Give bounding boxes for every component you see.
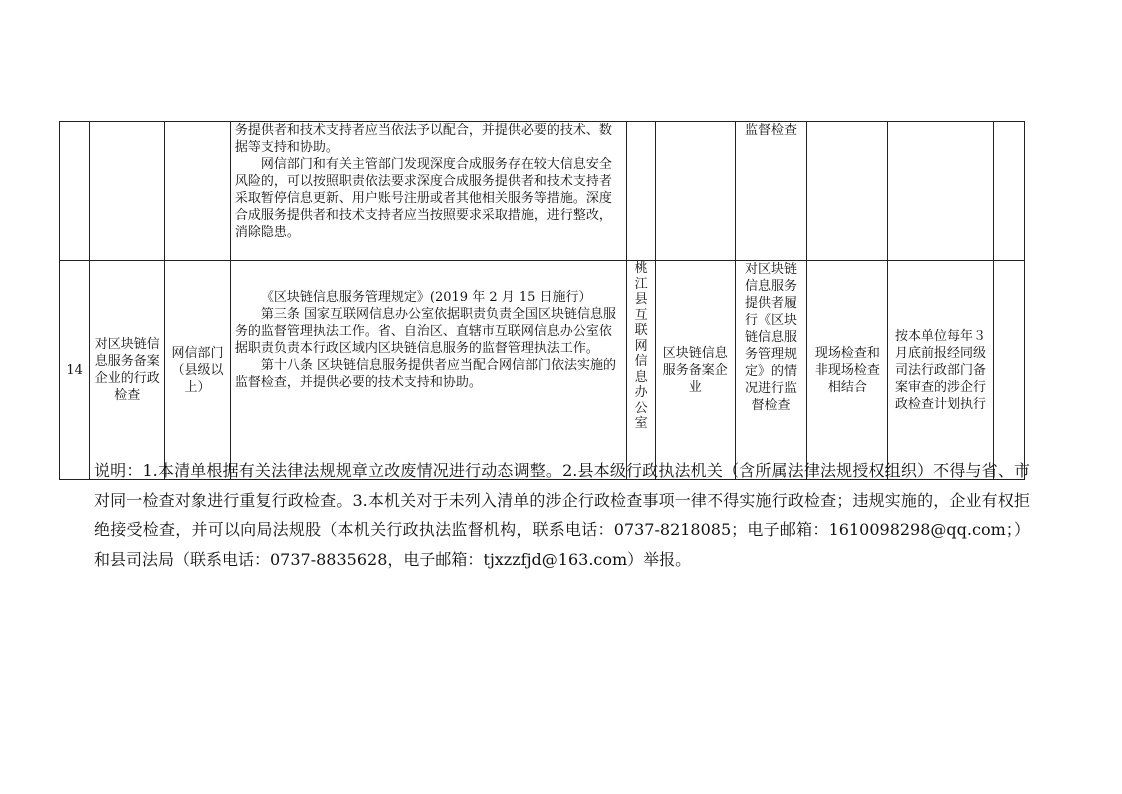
cell-method (807, 261, 888, 480)
table-row (60, 261, 1025, 480)
table-row (60, 122, 1025, 261)
law-paragraph: 《区块链信息服务管理规定》(2019 年 2 月 15 日施行） (260, 290, 592, 305)
cell-extra (993, 261, 1024, 480)
cell-item (90, 122, 165, 261)
cell-object (655, 122, 735, 261)
cell-no (60, 122, 90, 261)
cell-item (90, 261, 165, 480)
content-text: 监督检查 (745, 123, 798, 138)
inspection-table (59, 121, 1025, 480)
note-paragraph: 说明：1.本清单根据有关法律法规规章立改废情况进行动态调整。2.县本级行政执法机关（含所属法律法规授权组织）不得与省、市对同一检查对象进行重复行政检查。3.本机关对于未列入清单的涉企行政检查事项一律不得实施行政检查；违规实施的，企业有权拒绝接受检查，并可以向局法规股（本机关行政执法监督机构，联系电话：0737-8218085；电子邮箱：1610098298@qq.com；）和县司法局（联系电话：0737-8835628，电子邮箱：tjxzzfjd@163.com）举报。 (94, 461, 1030, 569)
method-text: 现场检查和非现场检查相结合 (814, 345, 880, 395)
cell-method (807, 122, 888, 261)
cell-level (165, 122, 231, 261)
cell-content (735, 261, 807, 480)
level-text: 网信部门（县级以上） (171, 345, 224, 395)
content-text: 对区块链信息服务提供者履行《区块链信息服务管理规定》的情况进行监督检查 (745, 262, 798, 413)
cell-level (165, 261, 231, 480)
cell-content (735, 122, 807, 261)
agency-text: 桃江县互联网信息办公室 (634, 261, 648, 431)
cell-object (655, 261, 735, 480)
law-paragraph: 务提供者和技术支持者应当依法予以配合，并提供必要的技术、数据等支持和协助。 (234, 123, 612, 155)
law-paragraph: 第十八条 区块链信息服务提供者应当配合网信部门依法实施的监督检查，并提供必要的技术支持和协助。 (234, 358, 617, 390)
item-text: 对区块链信息服务备案企业的行政检查 (94, 337, 160, 403)
cell-agency (627, 122, 655, 261)
law-paragraph: 第三条 国家互联网信息办公室依据职责负责全国区块链信息服务的监督管理执法工作。省、自治区、直辖市互联网信息办公室依据职责负责本行政区域内区块链信息服务的监督管理执法工作。 (234, 307, 617, 356)
cell-law (230, 122, 627, 261)
cell-law (230, 261, 627, 480)
cell-agency (627, 261, 655, 480)
cell-extra (993, 122, 1024, 261)
plan-text: 按本单位每年３月底前报经同级司法行政部门备案审查的涉企行政检查计划执行 (894, 328, 986, 412)
cell-plan (888, 122, 993, 261)
law-paragraph: 网信部门和有关主管部门发现深度合成服务存在较大信息安全风险的，可以按照职责依法要求深度合成服务提供者和技术支持者采取暂停信息更新、用户账号注册或者其他相关服务等措施。深度合成服务提供者和技术支持者应当按照要求采取措施，进行整改，消除隐患。 (234, 157, 612, 240)
cell-no: 14 (60, 261, 90, 480)
cell-plan (888, 261, 993, 480)
object-text: 区块链信息服务备案企业 (662, 345, 728, 395)
